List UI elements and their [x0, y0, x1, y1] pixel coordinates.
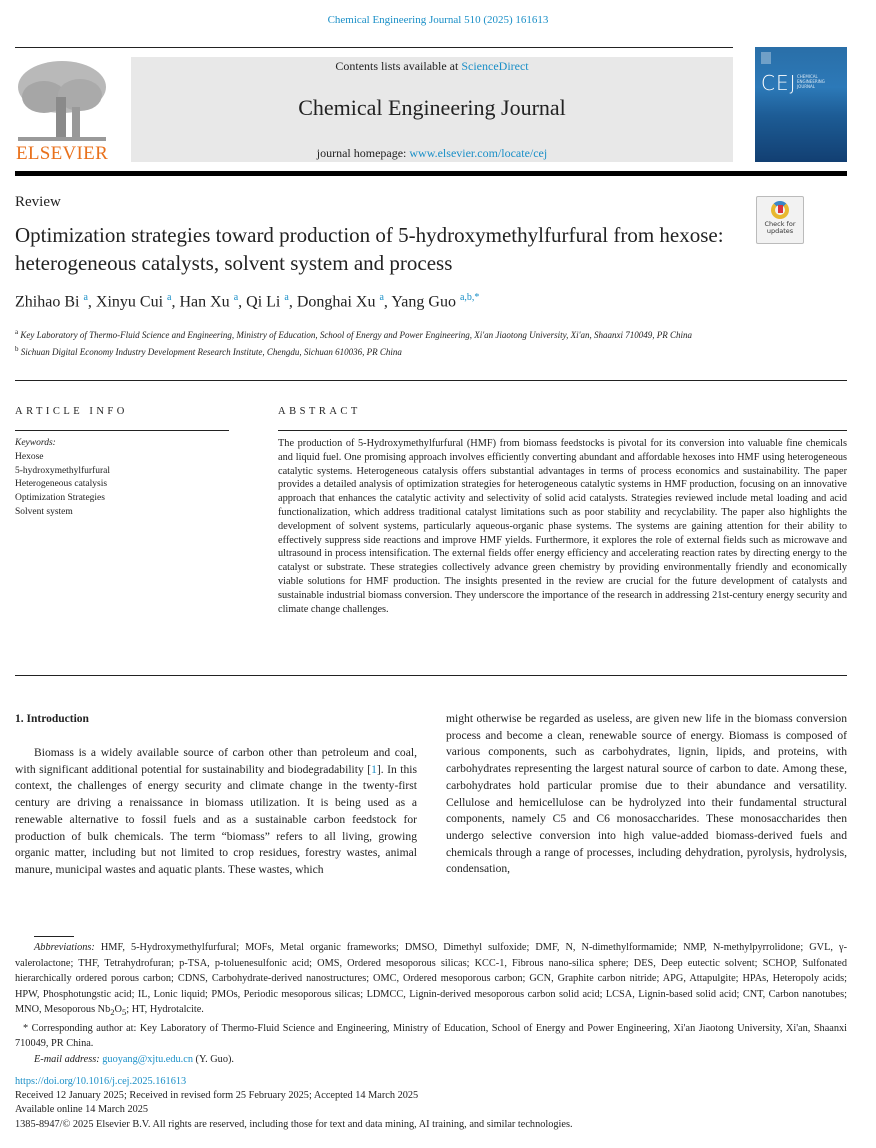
cover-title: CEJ	[761, 71, 797, 95]
affiliation-rule	[15, 380, 847, 381]
cover-subtitle: CHEMICAL ENGINEERING JOURNAL	[797, 74, 825, 89]
keyword: Solvent system	[15, 506, 73, 517]
author[interactable]: Qi Li	[246, 293, 281, 311]
journal-banner	[131, 57, 733, 162]
footnote-rule	[34, 936, 74, 937]
author-affil-mark[interactable]: a	[284, 292, 289, 303]
running-citation[interactable]: Chemical Engineering Journal 510 (2025) 161613	[327, 14, 549, 26]
homepage-line: journal homepage: www.elsevier.com/locate/cej	[316, 146, 548, 160]
journal-title: Chemical Engineering Journal	[298, 95, 566, 120]
email-footnote: E-mail address: guoyang@xjtu.edu.cn (Y. Guo).	[34, 1053, 234, 1065]
crossmark-icon	[771, 201, 789, 219]
check-for-updates-button[interactable]	[756, 196, 804, 244]
elsevier-logo[interactable]	[14, 57, 110, 163]
reference-link[interactable]: 1	[371, 762, 377, 776]
available-online: Available online 14 March 2025	[15, 1104, 149, 1116]
author[interactable]: Zhihao Bi	[15, 293, 80, 311]
copyright: 1385-8947/© 2025 Elsevier B.V. All rights are reserved, including those for text and data mining, AI training, and similar technologies.	[15, 1118, 573, 1130]
author[interactable]: Xinyu Cui	[95, 293, 164, 311]
doi-link[interactable]: https://doi.org/10.1016/j.cej.2025.161613	[15, 1076, 187, 1087]
affiliation-a: $^a$ Key Laboratory of Thermo-Fluid Science and Engineering, Ministry of Education, School of Energy and Power Engineering, Xi'an Jiaotong University, Xi'an, Shaanxi 710049, PR China	[15, 328, 693, 340]
keyword: Heterogeneous catalysis	[15, 479, 108, 490]
keywords-label: Keywords:	[15, 438, 56, 448]
section-heading-introduction: 1. Introduction	[15, 713, 89, 725]
author-affil-mark[interactable]: a	[83, 292, 88, 303]
author-affil-mark[interactable]: a	[167, 292, 172, 303]
homepage-link[interactable]: www.elsevier.com/locate/cej	[409, 146, 548, 160]
article-title: Optimization strategies toward production of 5-hydroxymethylfurfural from hexose: heterogeneous catalysts, solvent system and process	[15, 223, 724, 275]
affiliation-b: $^b$ Sichuan Digital Economy Industry Development Research Institute, Chengdu, Sichuan 610036, PR China	[15, 344, 402, 357]
intro-column-2: might otherwise be regarded as useless, are given new life in the biomass conversion process and become a clean, renewable source of energy. Biomass is composed of various components, such as carbohydrates, lignin, lipids, and proteins, with carbohydrates representing the largest natural source of carbon to date. Among these, carbohydrates hold particular promise due to their abundance and versatility. Cellulose and hemicellulose can be hydrolyzed into their fundamental structural components, namely C5 and C6 monosaccharides. These monosaccharides then undergo selective conversion into high value-added biomass-derived fuels and chemicals through a range of processes, including dehydration, pyrolysis, hydrolysis, condensation,	[446, 712, 847, 876]
author-affil-mark[interactable]: a	[233, 292, 239, 303]
keyword: Optimization Strategies	[15, 493, 105, 504]
author-list: Zhihao Bi $^a$, Xinyu Cui $^a$, Han Xu $^a$, Qi Li $^a$, Donghai Xu $^a$, Yang Guo $^{a,b,*}$	[15, 292, 480, 311]
abbreviations-footnote: Abbreviations: HMF, 5-Hydroxymethylfurfural; MOFs, Metal organic frameworks; DMSO, Dimethyl sulfoxide; DMF, N, N-dimethylformamide; NMP, N-methylpyrrolidone; GVL, γ-valerolactone; THF, Tetrahydrofuran; p-TSA, p-toluenesulfonic acid; OMS, Ordered mesoporous silicas; KCC-1, Fibrous nano-silica sphere; DES, Deep eutectic solvent; SCHOP, Sulfonated hierarchically ordered porous carbon; CDNS, Carbohydrate-derived nanostructures; OMC, Ordered mesoporous carbon; GCN, Graphite carbon nitride; APG, Attapulgite; HPAs, Heteropoly acids; HPW, Phosphotungstic acid; IL, Lonic liquid; PMOs, Periodic mesoporous silicas; LDMCC, Lignin-derived mesoporous carbon solid acid; LCSA, Lignin-based solid acid; CNT, Carbon nanotubes; MNO, Mesoporous $Nb_2O_5$; HT, Hydrotalcite.	[15, 942, 847, 1018]
elsevier-wordmark: ELSEVIER	[15, 143, 109, 164]
abstract-heading: ABSTRACT	[278, 406, 361, 417]
article-type: Review	[15, 194, 61, 210]
publication-info	[15, 1075, 573, 1132]
email-link[interactable]: guoyang@xjtu.edu.cn	[102, 1053, 193, 1065]
header-rule	[15, 47, 733, 48]
journal-cover[interactable]	[755, 47, 847, 162]
intro-column-1: Biomass is a widely available source of carbon other than petroleum and coal, with significant additional potential for sustainability and biodegradability [1]. In this context, the challenges of energy security and climate change in the twenty-first century are driving a renaissance in biomass utilization. It is being used as a renewable alternative to fossil fuels and as a sustainable carbon feedstock for production of bulk chemicals. The term “biomass” refers to all living, growing organic matter, including but not limited to crop residues, forestry wastes, animal manure, municipal wastes and aquatic plants. These wastes, which	[15, 746, 417, 876]
header-thick-rule	[15, 171, 847, 176]
abstract-bottom-rule	[15, 675, 847, 676]
sciencedirect-link[interactable]: ScienceDirect	[461, 59, 529, 73]
keywords-block	[15, 437, 110, 520]
footnotes	[15, 940, 847, 1067]
affiliations	[15, 326, 735, 359]
article-info-rule	[15, 430, 229, 431]
received-dates: Received 12 January 2025; Received in revised form 25 February 2025; Accepted 14 March 2025	[15, 1090, 419, 1102]
cover-publisher-icon	[761, 52, 771, 64]
contents-line: Contents lists available at ScienceDirect	[335, 59, 529, 73]
check-for-updates-label: Check for updates	[764, 220, 796, 235]
corresponding-author-footnote: * Corresponding author at: Key Laboratory of Thermo-Fluid Science and Engineering, Ministry of Education, School of Energy and Power Engineering, Xi'an Jiaotong University, Xi'an, Shaanxi 710049, PR China.	[15, 1022, 847, 1050]
author[interactable]: Han Xu	[179, 293, 230, 311]
author-affil-mark[interactable]: a,b,*	[459, 292, 480, 303]
author[interactable]: Donghai Xu	[296, 293, 376, 311]
abstract-text: The production of 5-Hydroxymethylfurfural (HMF) from biomass feedstocks is pivotal for its conversion into valuable fine chemicals and liquid fuel. One promising approach involves efficiently converting abundant and affordable hexoses into HMF using heterogeneous catalytic systems. Heterogeneous catalysis offers substantial advantages in terms of process economics and sustainability. The paper provides a detailed analysis of optimization strategies for heterogeneous catalytic systems in HMF production, focusing on an innovative approach that enhances the catalytic activity and selectivity of solid acid catalysts. Strategies reviewed include metal loading and acid functionalization, which address traditional catalyst limitations such as poor stability and recyclability. The paper also highlights the development of solvent systems, particularly aqueous-organic phase systems. The systems are gaining attention for their ability to effectively suppress side reactions and improve HMF yields. Furthermore, it explores the role of external fields such as microwave and ultrasound in process intensification. The external fields offer energy efficiency and accelerating reaction rates by directing energy to the catalyst or substrate. These strategies collectively advance green chemistry by providing environmentally friendly and economically viable solutions for HMF production. The insights presented in the review are crucial for the future development of catalysts and sustainable industrial biomass conversion. They underscore the importance of the research in addressing 21st-century energy security and climate change challenges.	[278, 438, 847, 615]
keyword: Hexose	[15, 451, 44, 462]
abstract-rule	[278, 430, 847, 431]
author-affil-mark[interactable]: a	[379, 292, 384, 303]
author[interactable]: Yang Guo	[391, 293, 456, 311]
keyword: 5-hydroxymethylfurfural	[15, 465, 110, 476]
article-info-heading: ARTICLE INFO	[15, 406, 128, 417]
